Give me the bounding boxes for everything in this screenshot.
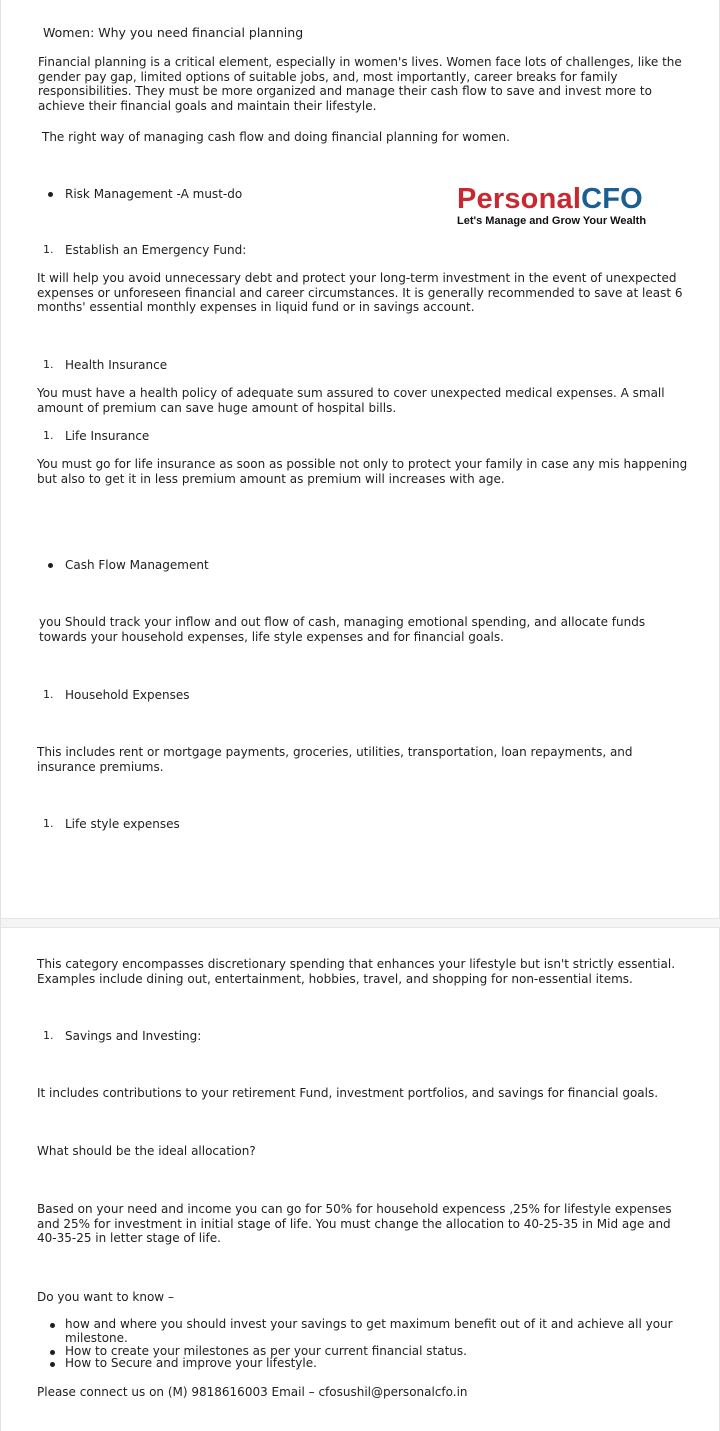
risk-management-heading: Risk Management -A must-do [65, 187, 243, 201]
savings-investing-heading: Savings and Investing: [65, 1029, 202, 1043]
know-heading: Do you want to know – [37, 1290, 174, 1304]
household-expenses-heading: Household Expenses [65, 688, 190, 702]
bullet-cashflow [48, 563, 53, 568]
contact-line: Please connect us on (M) 9818616003 Email – cfosushil@personalcfo.in [37, 1385, 468, 1399]
know-item: how and where you should invest your savings to get maximum benefit out of it and achieve all your milestone. [65, 1317, 673, 1345]
logo-tagline: Let's Manage and Grow Your Wealth [457, 215, 647, 227]
lifestyle-number: 1. [43, 817, 54, 830]
logo-brandname [457, 184, 677, 214]
health-number: 1. [43, 358, 54, 371]
health-insurance-paragraph: You must have a health policy of adequate sum assured to cover unexpected medical expenses. A small amount of premium can save huge amount of hospital bills. [37, 386, 665, 415]
savings-investing-paragraph: It includes contributions to your retirement Fund, investment portfolios, and savings for financial goals. [37, 1086, 659, 1100]
know-item: How to Secure and improve your lifestyle. [65, 1356, 317, 1370]
allocation-paragraph: Based on your need and income you can go for 50% for household expencess ,25% for lifestyle expenses and 25% for investment in initial stage of life. You must change the allocation to 40-25-35 in Mid age and 40-35-25 in letter stage of life. [37, 1202, 672, 1245]
personalcfo-logo [457, 184, 677, 228]
lifestyle-expenses-paragraph: This category encompasses discretionary spending that enhances your lifestyle but isn't strictly essential. Examples include dining out, entertainment, hobbies, travel, and shopping for non-essential items. [37, 957, 676, 986]
emergency-number: 1. [43, 243, 54, 256]
intro-paragraph: Financial planning is a critical element, especially in women's lives. Women face lots of challenges, like the gender pay gap, limited options of suitable jobs, and, most importantly, career breaks for family responsibilities. They must be more organized and manage their cash flow to save and invest more to achieve their financial goals and maintain their lifestyle. [38, 55, 682, 113]
cashflow-heading: Cash Flow Management [65, 558, 209, 572]
bullet-know-3 [50, 1362, 55, 1367]
document-title: Women: Why you need financial planning [43, 25, 304, 40]
life-insurance-heading: Life Insurance [65, 429, 150, 443]
life-insurance-paragraph: You must go for life insurance as soon as possible not only to protect your family in case any mis happening but also to get it in less premium amount as premium will increases with age. [37, 457, 688, 486]
know-item: How to create your milestones as per your current financial status. [65, 1344, 467, 1358]
emergency-fund-heading: Establish an Emergency Fund: [65, 243, 247, 257]
page-break-strip [1, 918, 720, 928]
allocation-question: What should be the ideal allocation? [37, 1144, 256, 1158]
right-way-paragraph: The right way of managing cash flow and doing financial planning for women. [42, 130, 510, 144]
cashflow-paragraph: you Should track your inflow and out flow of cash, managing emotional spending, and allocate funds towards your household expenses, life style expenses and for financial goals. [39, 615, 646, 644]
household-number: 1. [43, 688, 54, 701]
logo-brand-personal: Personal [457, 183, 582, 215]
logo-brand-cfo: CFO [581, 183, 643, 215]
bullet-know-2 [50, 1350, 55, 1355]
bullet-know-1 [50, 1323, 55, 1328]
bullet-risk [48, 192, 53, 197]
household-expenses-paragraph: This includes rent or mortgage payments, groceries, utilities, transportation, loan repayments, and insurance premiums. [37, 745, 633, 774]
savings-number: 1. [43, 1029, 54, 1042]
life-number: 1. [43, 429, 54, 442]
health-insurance-heading: Health Insurance [65, 358, 168, 372]
lifestyle-expenses-heading: Life style expenses [65, 817, 180, 831]
emergency-fund-paragraph: It will help you avoid unnecessary debt and protect your long-term investment in the event of unexpected expenses or unforeseen financial and career circumstances. It is generally recommended to save at least 6 months' essential monthly expenses in liquid fund or in savings account. [37, 271, 683, 314]
